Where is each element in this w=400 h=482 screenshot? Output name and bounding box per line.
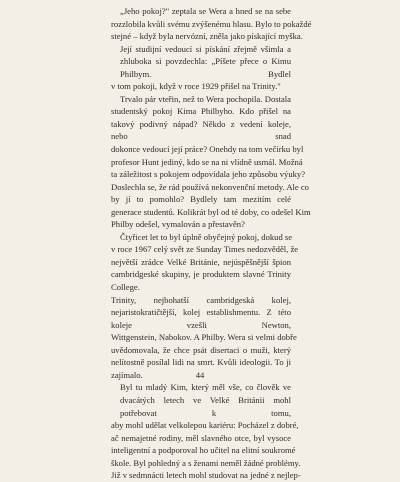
text-line: škole. Byl pohledný a s ženami neměl žádné problémy.	[111, 457, 301, 468]
text-line: rozzlobila kvůli svému zvýšenému hlasu. Bylo to pokaždé	[111, 18, 312, 29]
text-line: Čtyřicet let to byl úplně obyčejný pokoj, dokud se	[120, 231, 293, 242]
page-number: 44	[195, 370, 205, 380]
text-line: Doslechla se, že rád používá nekonvenční metody. Ale co	[111, 181, 309, 192]
text-line: inteligentní a podporoval ho učitel na elitní soukromé	[111, 445, 296, 456]
text-line: ta záležitost s pokojem odpovídala jeho způsobu výuky?	[111, 169, 306, 180]
text-line: ač nemajetné rodiny, měl slavného otce, byl vysoce	[111, 432, 291, 443]
text-line: dokonce vedoucí její práce? Onehdy na tom večírku byl	[111, 144, 304, 155]
text-line: profesor Hunt jediný, kdo se na ni vlídně usmál. Možná	[111, 156, 303, 167]
text-line: Již v sedmnácti letech mohl studovat na jedné z nejlep-	[111, 470, 301, 481]
text-line: studentský pokoj Kima Philbyho. Kdo přišel na takový podivný nápad? Někdo z vedení koleje, nebo snad	[111, 106, 291, 142]
text-line: Wittgenstein, Nabokov. A Philby. Wera si velmi dobře	[111, 332, 297, 343]
body-text	[111, 5, 312, 482]
text-line: by jí to pomohlo? Bydlely tam mezitím celé	[111, 194, 291, 205]
text-line: stejné – když byla nervózní, zněla jako pískající myška.	[111, 31, 303, 42]
text-line: Její studijní vedoucí si pískání zřejmě všimla a zhluboka si povzdechla: „Píšete přece o Kimu Philbym. Bydlel	[120, 43, 291, 79]
text-line: Trinity, nejbohatší cambridgeská kolej, nejaristokratičtější, kolej establishmentu. Z této koleje vzešli Newton,	[111, 294, 291, 330]
text-line: v roce 1967 celý svět ze Sunday Times nedozvěděl, že	[111, 244, 299, 255]
text-line: generace studentů. Kolikrát byl od té doby, co odešel Kim	[111, 206, 311, 217]
text-line: Trvalo pár vteřin, než to Wera pochopila. Dostala	[120, 93, 291, 104]
text-line: největší zrádce Velké Británie, nejúspěšnější špion cambridgeské skupiny, je produktem slavné Trinity College.	[111, 256, 291, 293]
text-line: aby mohl udělat velkolepou kariéru: Pocházel z dobré,	[111, 420, 299, 431]
text-line: v tom pokoji, když v roce 1929 přišel na Trinity."	[111, 81, 281, 92]
text-line: uvědomovala, že chce psát disertaci o muži, který nelítostně posílal lidi na smrt. Kvůli ideologii. To ji zajímalo.	[111, 344, 291, 380]
text-line: Byl tu mladý Kim, který měl vše, co člověk ve dvacátých letech ve Velké Británii mohl potřebovat k tomu,	[120, 382, 291, 418]
text-line: „Jeho pokoj?" zeptala se Wera a hned se na sebe	[120, 6, 291, 16]
text-line: Philby odešel, vymalován a přestavěn?	[111, 219, 245, 230]
